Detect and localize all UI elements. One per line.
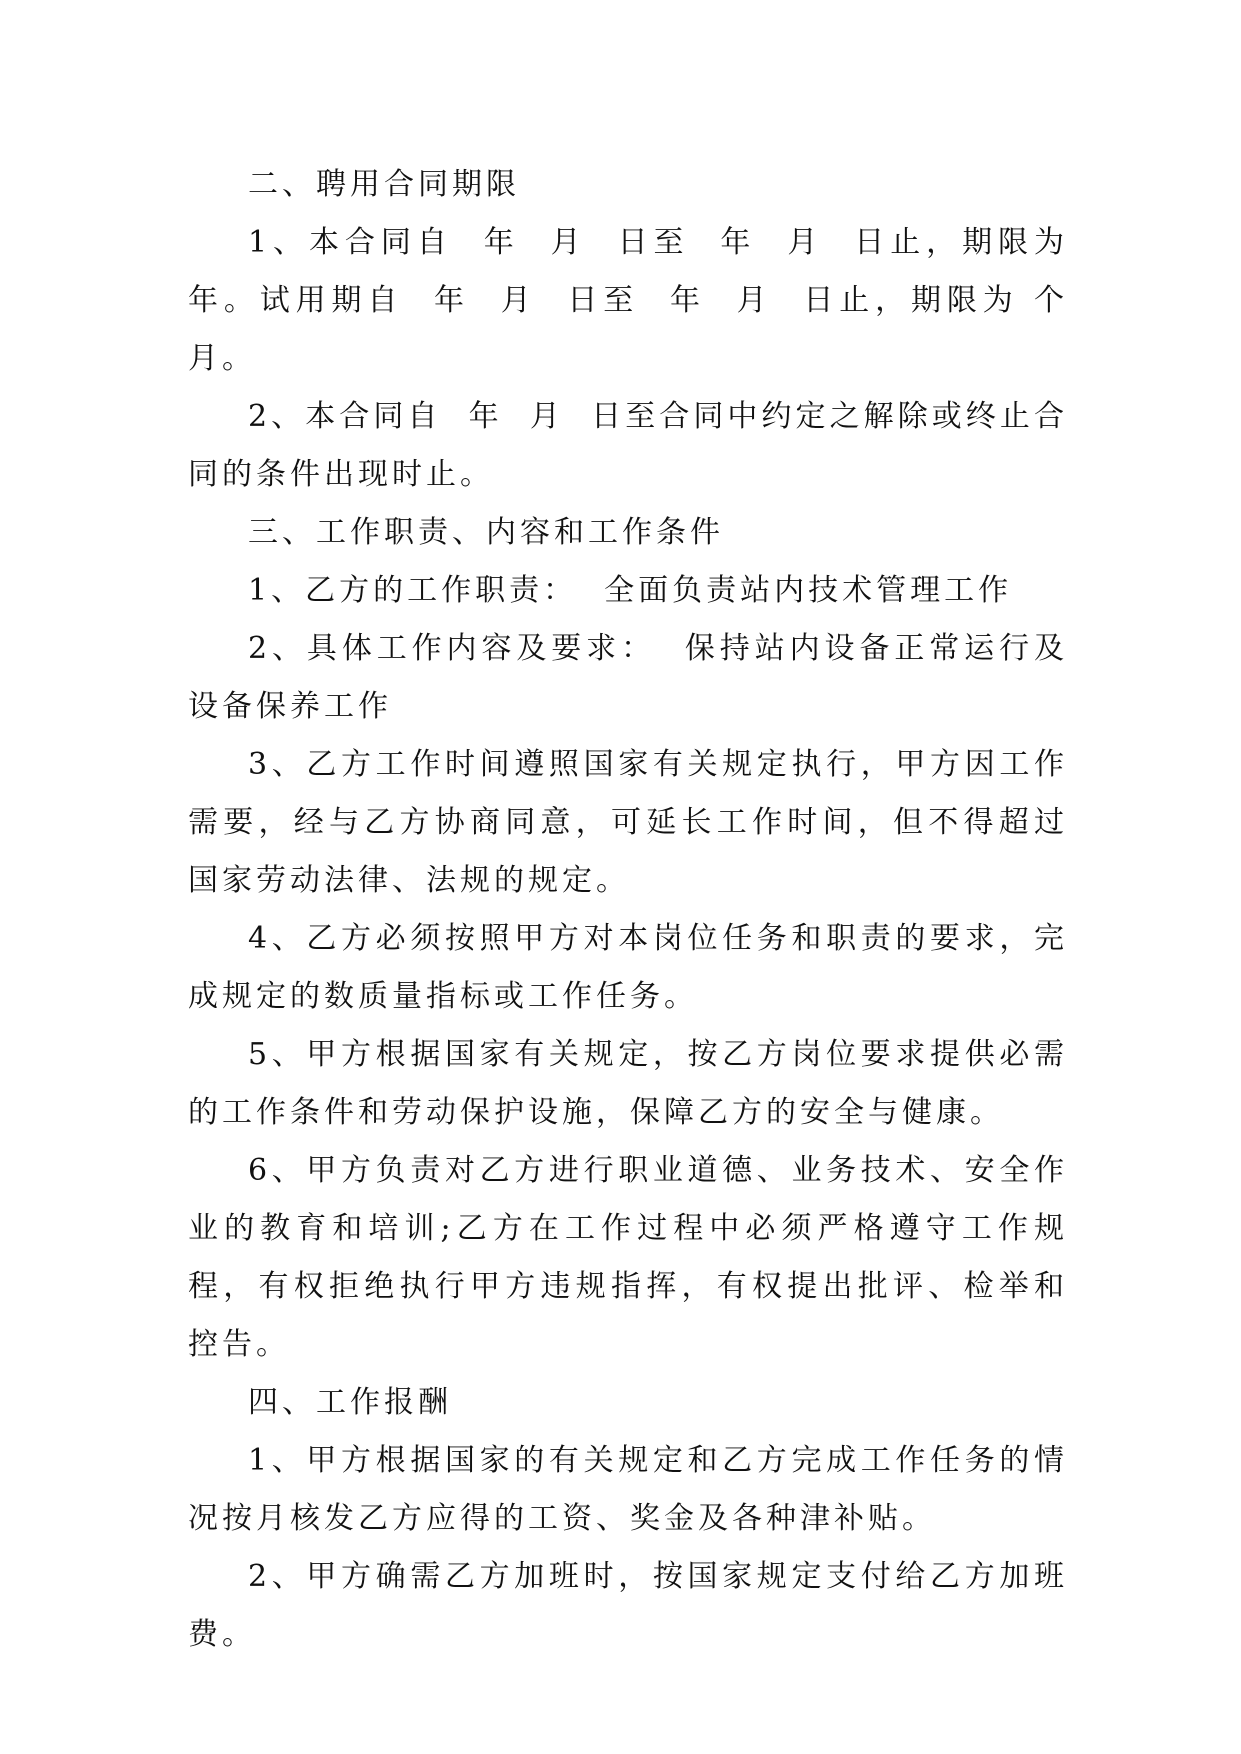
- paragraph-remuneration-1: 1、甲方根据国家的有关规定和乙方完成工作任务的情况按月核发乙方应得的工资、奖金及各种津补贴。: [188, 1443, 1068, 1536]
- paragraph-duties-6: 6、甲方负责对乙方进行职业道德、业务技术、安全作业的教育和培训;乙方在工作过程中必须严格遵守工作规程，有权拒绝执行甲方违规指挥，有权提出批评、检举和控告。: [188, 1153, 1068, 1362]
- paragraph-duties-4: 4、乙方必须按照甲方对本岗位任务和职责的要求，完成规定的数质量指标或工作任务。: [188, 921, 1068, 1014]
- section-heading-remuneration: 四、工作报酬: [248, 1385, 452, 1420]
- section-heading-duties: 三、工作职责、内容和工作条件: [248, 515, 724, 550]
- paragraph-remuneration-2: 2、甲方确需乙方加班时，按国家规定支付给乙方加班费。: [188, 1559, 1068, 1652]
- paragraph-term-2: 2、本合同自 年 月 日至合同中约定之解除或终止合同的条件出现时止。: [188, 399, 1068, 492]
- section-heading-contract-term: 二、聘用合同期限: [248, 167, 520, 202]
- paragraph-term-1: 1、本合同自 年 月 日至 年 月 日止，期限为 年。试用期自 年 月 日至 年 月 日止，期限为 个月。: [188, 225, 1082, 376]
- paragraph-duties-5: 5、甲方根据国家有关规定，按乙方岗位要求提供必需的工作条件和劳动保护设施，保障乙方的安全与健康。: [188, 1037, 1068, 1130]
- paragraph-duties-3: 3、乙方工作时间遵照国家有关规定执行，甲方因工作需要，经与乙方协商同意，可延长工作时间，但不得超过国家劳动法律、法规的规定。: [188, 747, 1068, 898]
- document-body: [188, 156, 1082, 1664]
- paragraph-duties-2: 2、具体工作内容及要求： 保持站内设备正常运行及设备保养工作: [188, 631, 1068, 724]
- paragraph-duties-1: 1、乙方的工作职责： 全面负责站内技术管理工作: [248, 573, 1013, 608]
